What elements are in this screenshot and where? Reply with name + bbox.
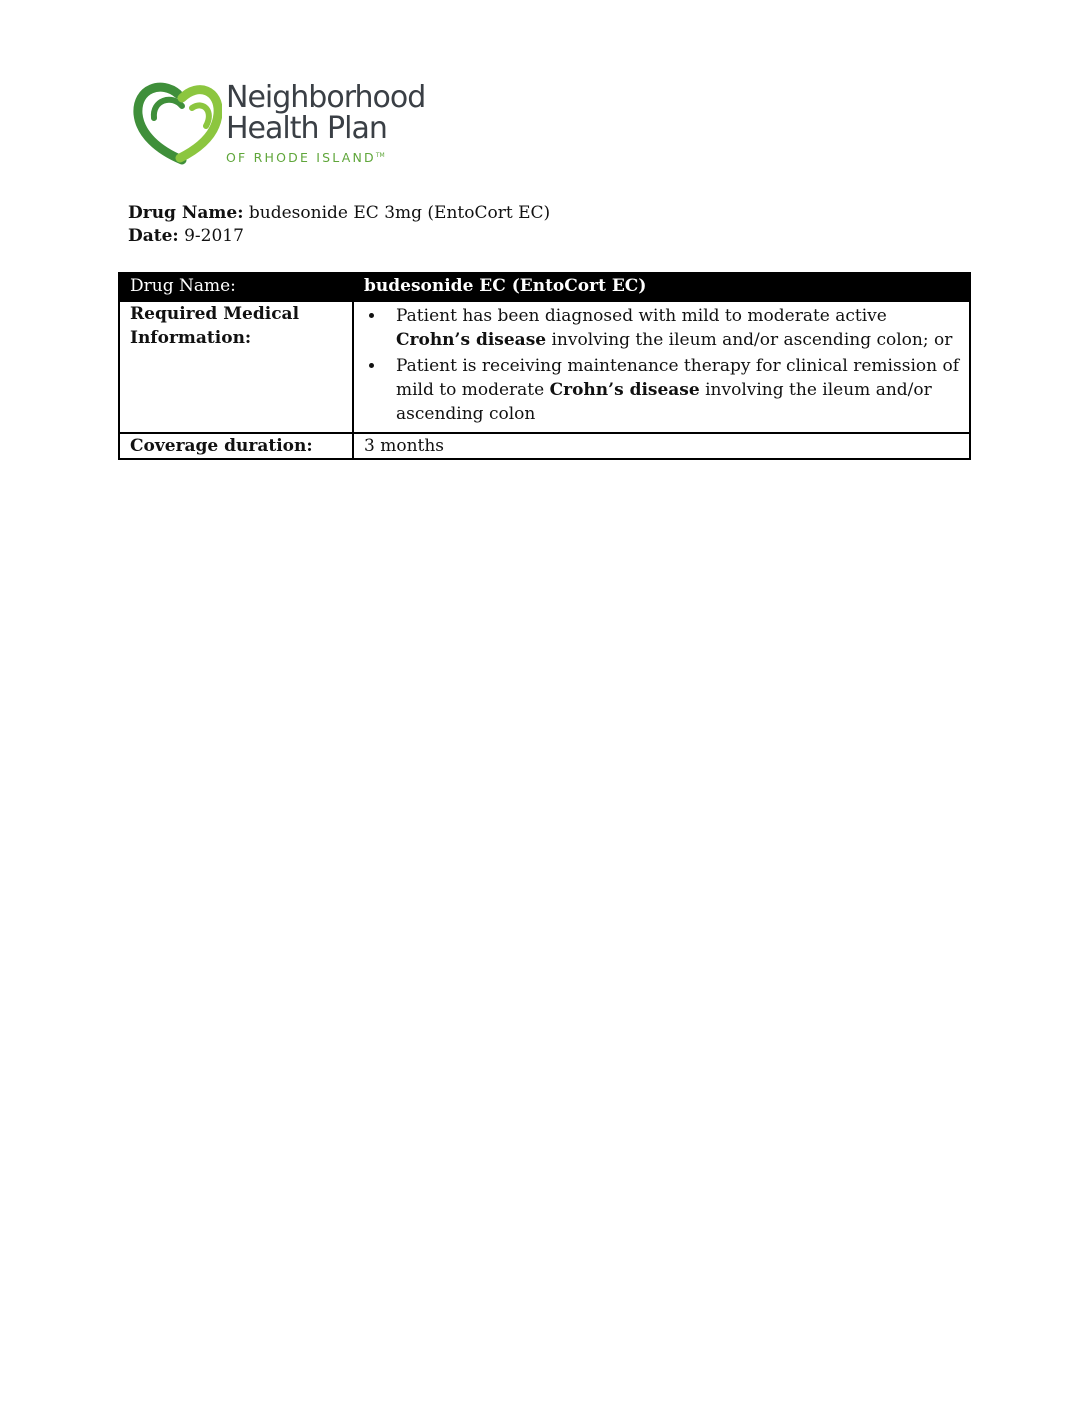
trademark-mark: TM [375, 151, 385, 159]
table-header-row [119, 273, 970, 301]
requirement-item: • Patient is receiving maintenance therapy for clinical remission of mild to moderate Crohn’s disease involving the ileum and/or ascending colon [386, 354, 959, 426]
neighborhood-health-plan-logo [132, 78, 432, 168]
coverage-label: Coverage duration: [119, 433, 353, 459]
logo-line-3: OF RHODE ISLAND™ [226, 150, 385, 165]
header-drug-line [128, 202, 550, 225]
logo-line-2: Health Plan [226, 111, 387, 146]
coverage-row [119, 433, 970, 459]
header-drug-value: budesonide EC 3mg (EntoCort EC) [248, 203, 551, 223]
drug-criteria-table [118, 272, 971, 460]
logo-line-1: Neighborhood [226, 80, 426, 115]
table-header-value: budesonide EC (EntoCort EC) [353, 273, 970, 301]
header-drug-label: Drug Name: [128, 203, 244, 223]
requirement-item: • Patient has been diagnosed with mild to moderate active Crohn’s disease involving the ileum and/or ascending colon; or [386, 304, 959, 352]
table-header-label: Drug Name: [119, 273, 353, 301]
document-header [128, 202, 550, 248]
required-info-list [364, 304, 959, 426]
required-info-label: Required Medical Information: [119, 301, 353, 433]
required-info-cell [353, 301, 970, 433]
header-date-line [128, 225, 550, 248]
header-date-label: Date: [128, 226, 179, 246]
required-info-row [119, 301, 970, 433]
heart-logo-icon [132, 78, 222, 168]
header-date-value: 9-2017 [184, 226, 244, 246]
coverage-value: 3 months [353, 433, 970, 459]
